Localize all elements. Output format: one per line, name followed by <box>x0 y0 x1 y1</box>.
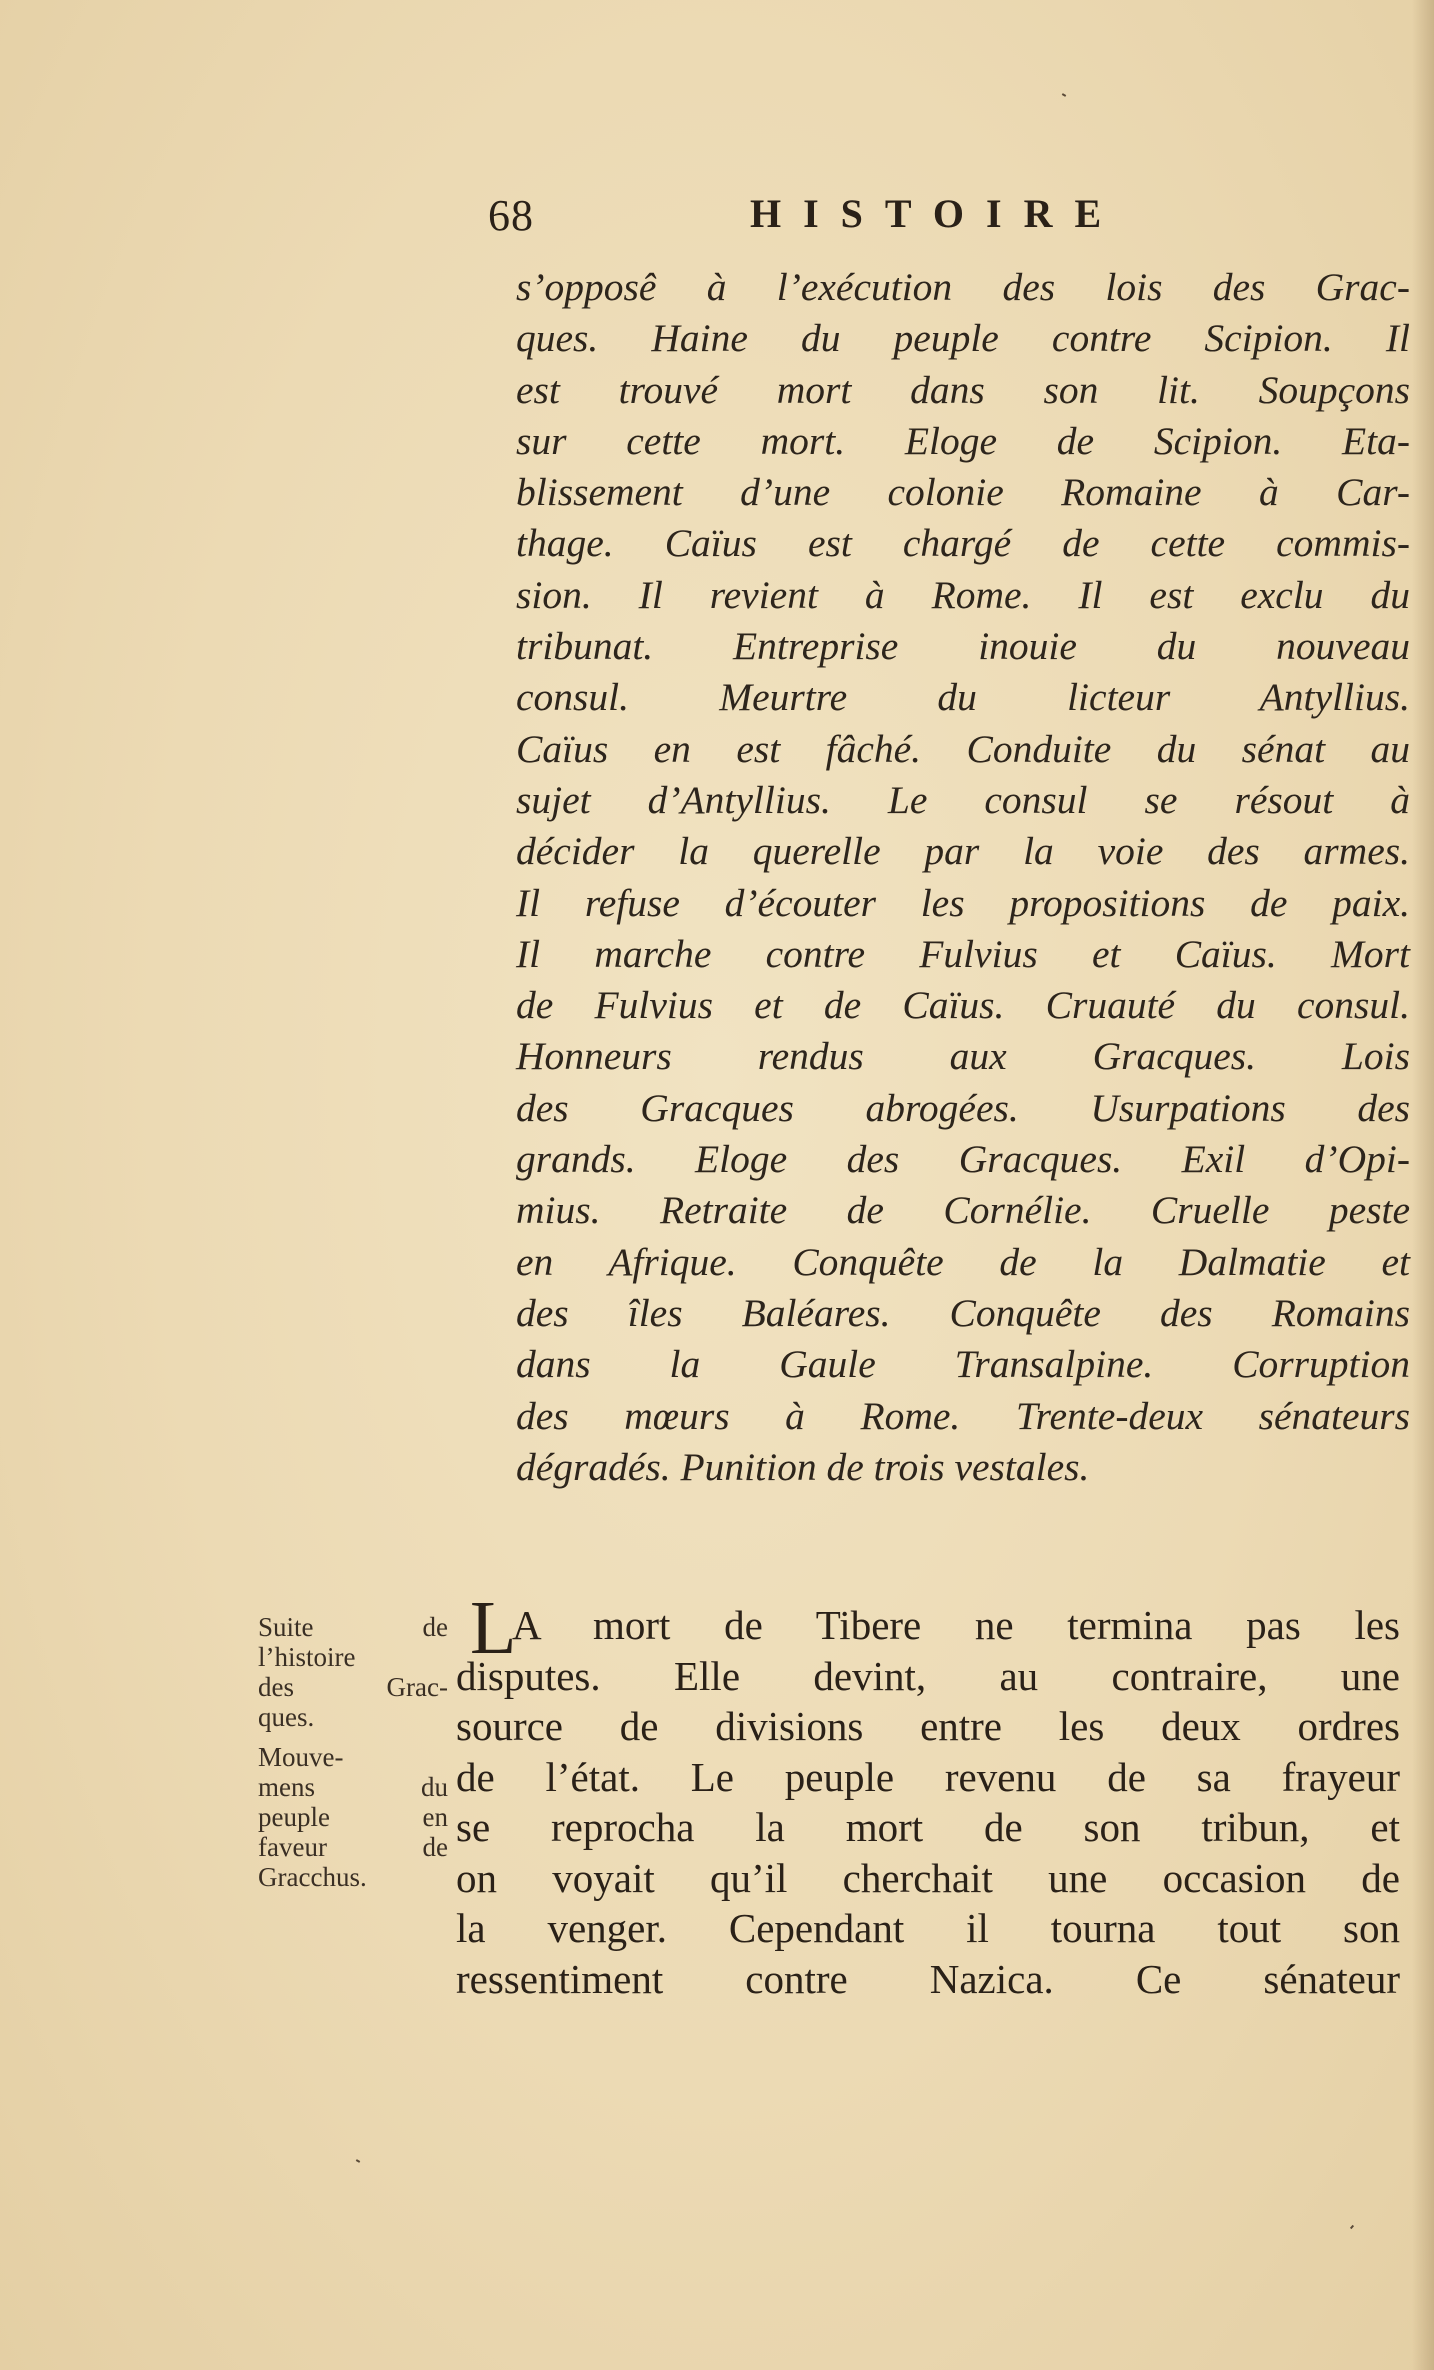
summary-line: thage. Caïus est chargé de cette commis- <box>516 521 1410 566</box>
page-number: 68 <box>488 191 534 240</box>
margin-note-line: ques. <box>258 1702 315 1732</box>
body-line: se reprocha la mort de son tribun, et <box>456 1804 1400 1850</box>
summary-line: de Fulvius et de Caïus. Cruauté du consul. <box>516 983 1410 1028</box>
margin-note-line: mens du <box>258 1772 448 1802</box>
margin-note-line: faveur de <box>258 1832 448 1862</box>
summary-line: décider la querelle par la voie des armes. <box>516 829 1410 874</box>
summary-line: des mœurs à Rome. Trente-deux sénateurs <box>516 1393 1410 1438</box>
summary-line: Honneurs rendus aux Gracques. Lois <box>516 1034 1410 1079</box>
body-line: on voyait qu’il cherchait une occasion de <box>456 1854 1400 1901</box>
summary-line: dégradés. Punition de trois vestales. <box>516 1444 1090 1489</box>
paper-speck <box>356 2159 360 2163</box>
summary-line: des îles Baléares. Conquête des Romains <box>516 1290 1410 1335</box>
body-line: disputes. Elle devint, au contraire, une <box>456 1652 1400 1699</box>
summary-line: est trouvé mort dans son lit. Soupçons <box>516 367 1410 412</box>
chapter-summary <box>516 262 1410 1493</box>
body-line: la venger. Cependant il tourna tout son <box>456 1905 1400 1951</box>
summary-line: sion. Il revient à Rome. Il est exclu du <box>516 572 1410 617</box>
summary-line: grands. Eloge des Gracques. Exil d’Opi- <box>516 1137 1410 1182</box>
running-head-title: HISTOIRE <box>750 191 1124 236</box>
summary-line: dans la Gaule Transalpine. Corruption <box>516 1342 1410 1387</box>
body-paragraph <box>456 1600 1400 2004</box>
summary-line: sujet d’Antyllius. Le consul se résout à <box>516 777 1410 822</box>
margin-note-mouvemens <box>258 1742 448 1892</box>
margin-note-line: Gracchus. <box>258 1862 367 1892</box>
margin-note-line: Suite de <box>258 1612 448 1642</box>
running-head <box>488 190 1188 250</box>
body-first-line: A mort de Tibere ne termina pas les <box>512 1602 1400 1648</box>
margin-note-line: Mouve- <box>258 1742 344 1772</box>
margin-note-line: l’histoire <box>258 1642 356 1672</box>
summary-line: sur cette mort. Eloge de Scipion. Eta- <box>516 418 1410 463</box>
summary-line: mius. Retraite de Cornélie. Cruelle peste <box>516 1188 1410 1233</box>
body-line: source de divisions entre les deux ordres <box>456 1703 1400 1749</box>
summary-line: Il refuse d’écouter les propositions de paix. <box>516 880 1410 925</box>
margin-note-line: des Grac- <box>258 1672 448 1702</box>
margin-notes <box>258 1612 448 1902</box>
page-edge-shadow <box>1412 0 1434 2370</box>
summary-line: en Afrique. Conquête de la Dalmatie et <box>516 1239 1410 1284</box>
margin-note-line: peuple en <box>258 1802 448 1832</box>
summary-line: consul. Meurtre du licteur Antyllius. <box>516 675 1410 720</box>
summary-line: tribunat. Entreprise inouie du nouveau <box>516 624 1410 669</box>
body-line: de l’état. Le peuple revenu de sa frayeur <box>456 1753 1400 1800</box>
summary-line: des Gracques abrogées. Usurpations des <box>516 1085 1410 1130</box>
summary-line: Caïus en est fâché. Conduite du sénat au <box>516 726 1410 771</box>
body-line: ressentiment contre Nazica. Ce sénateur <box>456 1955 1400 2002</box>
summary-line: s’opposê à l’exécution des lois des Grac- <box>516 265 1410 309</box>
summary-line: ques. Haine du peuple contre Scipion. Il <box>516 316 1410 361</box>
paper-speck <box>1350 2225 1354 2229</box>
margin-note-suite <box>258 1612 448 1732</box>
drop-cap: L <box>470 1586 517 1670</box>
summary-line: blissement d’une colonie Romaine à Car- <box>516 470 1410 515</box>
paper-speck <box>1062 93 1066 97</box>
summary-line: Il marche contre Fulvius et Caïus. Mort <box>516 931 1410 976</box>
